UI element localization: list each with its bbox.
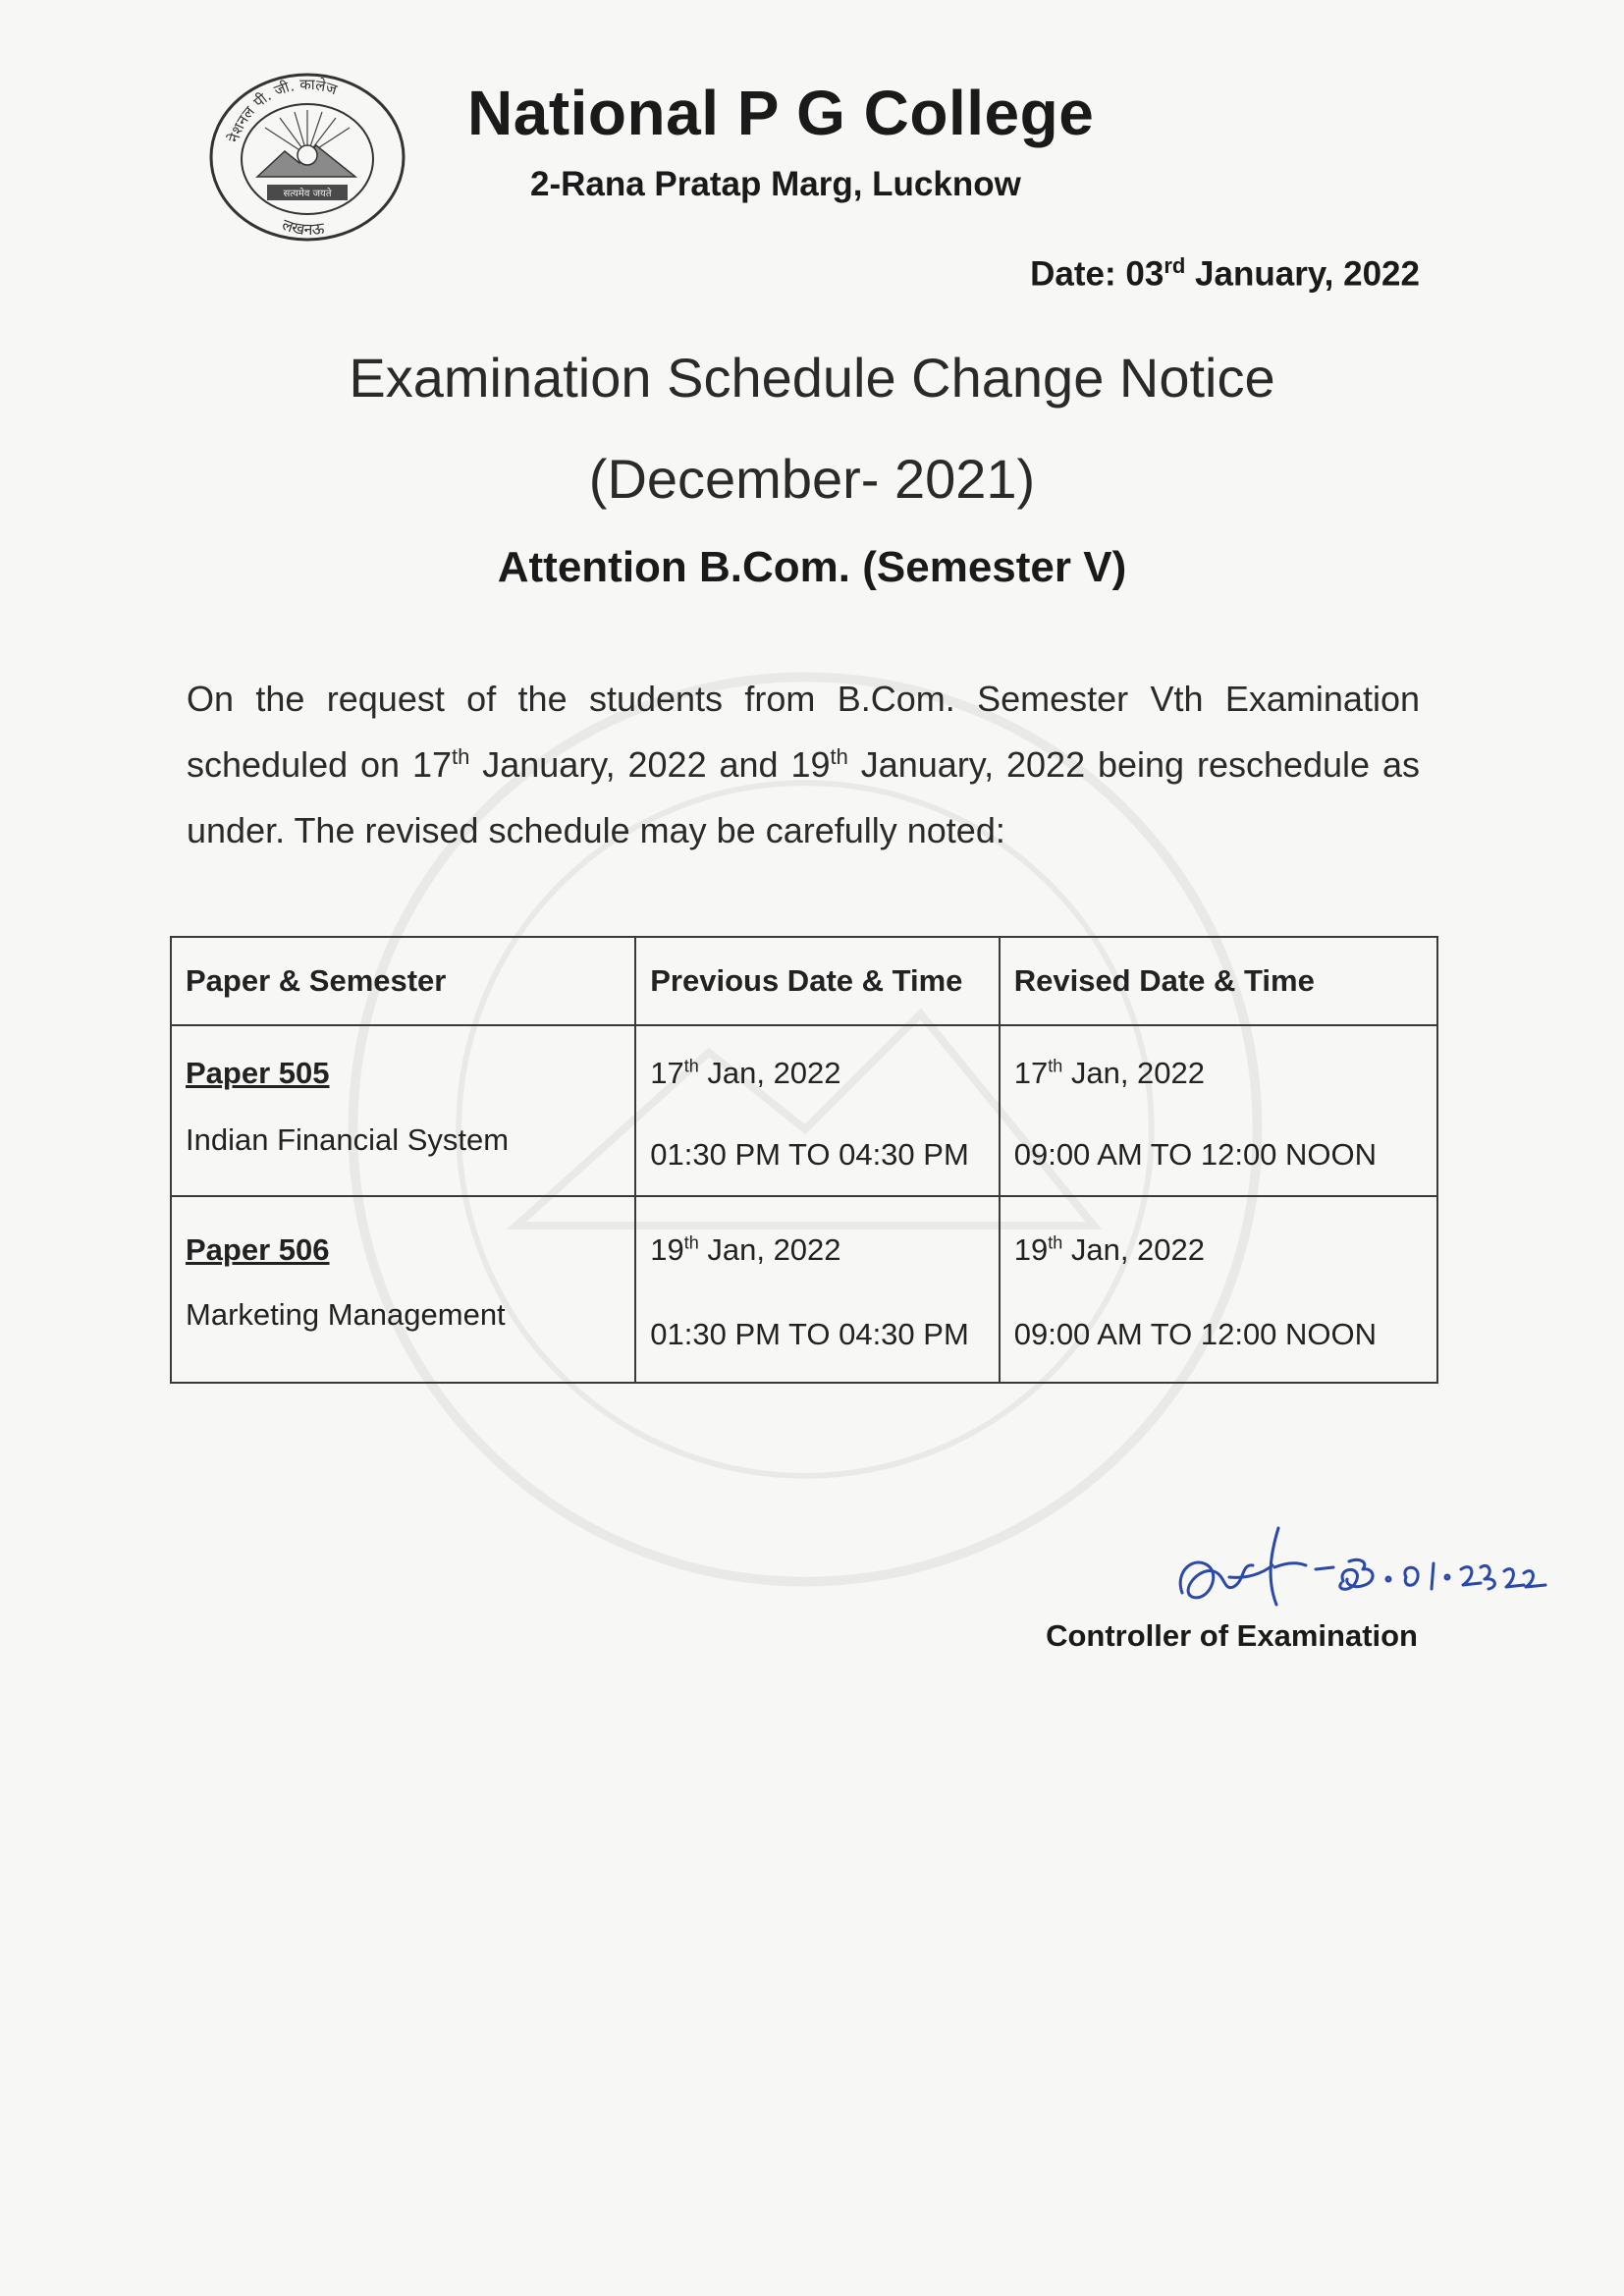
paper-subject: Indian Financial System [186, 1122, 510, 1157]
previous-time: 01:30 PM TO 04:30 PM [650, 1137, 969, 1172]
table-row [171, 1196, 1437, 1383]
intro-sup-1: th [451, 744, 470, 769]
paper-title: Paper 506 [186, 1232, 330, 1267]
signatory-title: Controller of Examination [1046, 1618, 1418, 1653]
header-previous-date: Previous Date & Time [635, 937, 999, 1025]
rev-rest: Jan, 2022 [1062, 1056, 1206, 1090]
rev-rest: Jan, 2022 [1062, 1232, 1206, 1267]
paper-title: Paper 505 [186, 1056, 330, 1090]
revised-time: 09:00 AM TO 12:00 NOON [1013, 1317, 1378, 1351]
previous-date [650, 1056, 840, 1091]
paper-cell [171, 1025, 635, 1196]
intro-part-1: On the request of the students from B.Com. Semester Vth Examination scheduled on 17 [187, 679, 1420, 785]
prev-sup: th [683, 1056, 699, 1076]
header-revised-date: Revised Date & Time [1000, 937, 1437, 1025]
intro-part-2: January, 2022 and 19 [469, 744, 831, 785]
revised-time: 09:00 AM TO 12:00 NOON [1013, 1137, 1378, 1172]
revised-date-cell [1000, 1025, 1437, 1196]
seal-bottom-text: लखनऊ [279, 214, 326, 240]
date-suffix: January, 2022 [1185, 254, 1420, 294]
rev-sup: th [1048, 1056, 1063, 1076]
rev-day: 19 [1013, 1232, 1049, 1267]
prev-day: 17 [650, 1056, 684, 1090]
college-name: National P G College [467, 78, 1095, 148]
notice-subtitle: (December- 2021) [588, 448, 1036, 510]
table-header-row [171, 937, 1437, 1025]
previous-date-cell [635, 1196, 999, 1383]
revised-date-cell [1000, 1196, 1437, 1383]
college-seal-icon [206, 71, 408, 243]
prev-rest: Jan, 2022 [698, 1232, 841, 1267]
college-address: 2-Rana Pratap Marg, Lucknow [530, 165, 1021, 203]
intro-part-3: January, 2022 being reschedule as under. The revised schedule may be carefully noted: [187, 744, 1420, 850]
revised-date [1014, 1056, 1205, 1091]
intro-sup-2: th [830, 744, 848, 769]
rev-day: 17 [1013, 1056, 1049, 1090]
table-row [171, 1025, 1437, 1196]
previous-time: 01:30 PM TO 04:30 PM [650, 1317, 969, 1351]
prev-sup: th [683, 1232, 699, 1253]
seal-motto: सत्यमेव जयते [283, 189, 332, 199]
rev-sup: th [1048, 1232, 1063, 1253]
signature-icon [1168, 1508, 1600, 1626]
prev-rest: Jan, 2022 [698, 1056, 841, 1090]
attention-heading: Attention B.Com. (Semester V) [497, 543, 1127, 591]
schedule-table [170, 936, 1438, 1384]
header-paper-semester: Paper & Semester [171, 937, 635, 1025]
paper-subject: Marketing Management [186, 1297, 506, 1332]
notice-title: Examination Schedule Change Notice [349, 347, 1275, 409]
previous-date-cell [635, 1025, 999, 1196]
seal-top-text: नेशनल पी. जी. कालेज [224, 76, 340, 145]
revised-date [1014, 1232, 1205, 1268]
prev-day: 19 [650, 1232, 684, 1267]
notice-date [1030, 253, 1420, 295]
svg-text:लखनऊ [280, 215, 326, 239]
date-sup: rd [1164, 253, 1186, 278]
intro-paragraph [187, 666, 1420, 863]
date-prefix: Date: 03 [1030, 254, 1164, 294]
previous-date [650, 1232, 840, 1268]
paper-cell [171, 1196, 635, 1383]
